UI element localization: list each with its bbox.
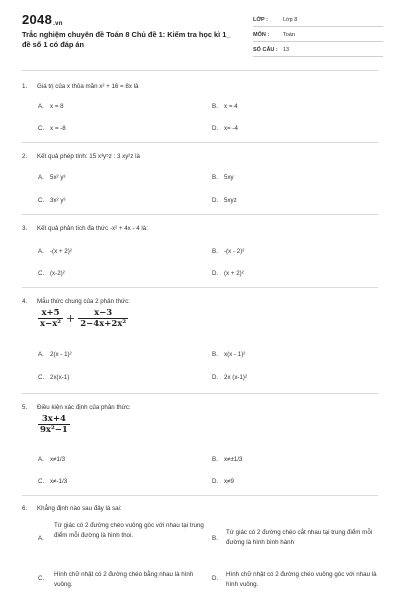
option-d-letter[interactable]: D.	[212, 575, 219, 582]
question-text: Kết quả phân tích đa thức -x² + 4x - 4 là:	[37, 225, 148, 232]
question-text: Khẳng định nào sau đây là sai:	[37, 505, 122, 512]
option-c[interactable]: C. 3x² y³	[38, 197, 66, 204]
option-b-letter[interactable]: B.	[212, 535, 218, 542]
meta-underline	[253, 56, 383, 57]
option-b[interactable]: B. -(x - 2)²	[212, 248, 245, 255]
fraction-1: $\frac{3x+4}{\text{9x²−1}}$	[40, 414, 68, 435]
option-a[interactable]: A. 2(x - 1)²	[38, 351, 72, 358]
option-b-text[interactable]: Tứ giác có 2 đường chéo cắt nhau tại trung điểm mỗi đường là hình bình hành	[226, 529, 373, 546]
fraction-1: $\frac{x+5}{\text{x−x²}}$	[40, 308, 61, 329]
question-text: Điều kiện xác định của phân thức:	[37, 404, 131, 411]
option-b[interactable]: B. x(x - 1)²	[212, 351, 246, 358]
option-d[interactable]: D. (x + 2)²	[212, 270, 244, 277]
option-a[interactable]: A. -(x + 2)²	[38, 248, 72, 255]
option-c-text[interactable]: Hình chữ nhật có 2 đường chéo bằng nhau là hình vuông.	[54, 571, 194, 588]
question-number: 2.	[22, 153, 28, 160]
option-b[interactable]: B. 5xy	[212, 174, 234, 181]
count-label: SỐ CÂU :	[253, 47, 278, 53]
option-c[interactable]: C. x≠-1/3	[38, 478, 68, 485]
plus-sign: +	[65, 312, 76, 325]
question-number: 3.	[22, 225, 28, 232]
question-divider	[22, 142, 378, 143]
question-divider	[22, 495, 378, 496]
subject-value: Toán	[283, 32, 295, 38]
meta-underline	[253, 41, 383, 42]
meta-underline	[253, 26, 383, 27]
option-a-text[interactable]: Tứ giác có 2 đường chéo vuông góc với nhau tại trung điểm mỗi đường là hình thoi.	[54, 522, 204, 539]
count-value: 13	[283, 47, 290, 53]
question-divider	[22, 287, 378, 288]
question-number: 4.	[22, 298, 28, 305]
subject-label: MÔN :	[253, 32, 270, 38]
header	[0, 0, 400, 68]
question-text: Kết quả phép tính: 15 x³y⁵z : 3 xy²z là	[37, 153, 140, 160]
option-b[interactable]: B. x≠±1/3	[212, 456, 243, 463]
option-d[interactable]: D. 2x (x-1)²	[212, 374, 248, 381]
option-a[interactable]: A. x≠1/3	[38, 456, 66, 463]
option-d[interactable]: D. 5xyz	[212, 197, 237, 204]
fraction-expression	[38, 308, 128, 329]
option-a-letter[interactable]: A.	[38, 535, 44, 542]
class-value: Lớp 8	[283, 17, 298, 23]
option-c[interactable]: C. (x-2)²	[38, 270, 65, 277]
subject-row	[253, 32, 383, 38]
option-d-text[interactable]: Hình chữ nhật có 2 đường chéo vuông góc với nhau là hình vuông.	[226, 571, 377, 588]
question-divider	[22, 214, 378, 215]
option-c[interactable]: C. x = -8	[38, 125, 66, 132]
question-divider	[22, 393, 378, 394]
question-number: 5.	[22, 404, 28, 411]
option-c[interactable]: C. 2x(x-1)	[38, 374, 70, 381]
fraction-2: $\frac{x-3}{\text{2−4x+2x²}}$	[80, 308, 127, 329]
question-text: Giá trị của x thỏa mãn x² + 16 = 8x là	[37, 83, 139, 90]
option-a[interactable]: A. x = 8	[38, 103, 64, 110]
header-divider	[22, 70, 378, 71]
fraction-expression	[38, 414, 70, 435]
option-c-letter[interactable]: C.	[38, 575, 45, 582]
logo: 2048.vn	[22, 12, 63, 27]
option-a[interactable]: A. 5x² y³	[38, 174, 66, 181]
count-row	[253, 47, 383, 53]
class-label: LỚP :	[253, 17, 268, 23]
worksheet-title: Trắc nghiệm chuyên đề Toán 8 Chủ đề 1: Kiểm tra học kì 1_ đề số 1 có đáp án	[22, 30, 231, 49]
option-d[interactable]: D. x= -4	[212, 125, 238, 132]
class-row	[253, 17, 383, 23]
question-text: Mẫu thức chung của 2 phân thức:	[37, 298, 130, 305]
question-number: 1.	[22, 83, 28, 90]
question-number: 6.	[22, 505, 28, 512]
option-b[interactable]: B. x = 4	[212, 103, 238, 110]
option-d[interactable]: D. x≠9	[212, 478, 234, 485]
